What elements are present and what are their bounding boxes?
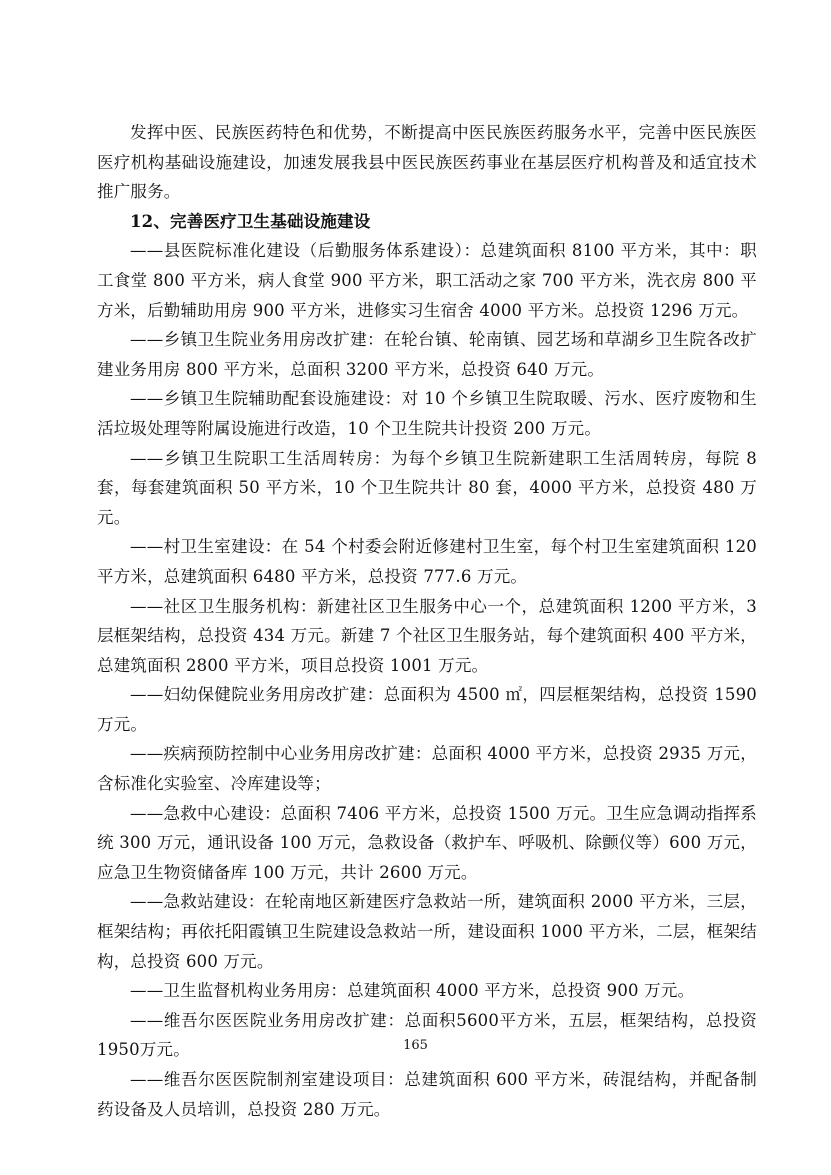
paragraph-township-clinic-facilities: ——乡镇卫生院辅助配套设施建设：对 10 个乡镇卫生院取暖、污水、医疗废物和生活垃圾处理等附属设施进行改造，10 个卫生院共计投资 200 万元。 [97, 389, 757, 438]
paragraph-health-supervision: ——卫生监督机构业务用房：总建筑面积 4000 平方米，总投资 900 万元。 [130, 981, 695, 1001]
page-number: 165 [403, 1038, 428, 1053]
paragraph-uyghur-hospital: ——维吾尔医医院业务用房改扩建：总面积5600平方米，五层，框架结构，总投资1950万元。 [97, 1010, 757, 1060]
paragraph-emergency-center: ——急救中心建设：总面积 7406 平方米，总投资 1500 万元。卫生应急调动指挥系统 300 万元，通讯设备 100 万元，急救设备（救护车、呼吸机、除颤仪等）600 万元，应急卫生物资储备库 100 万元，共计 2600 万元。 [97, 803, 757, 882]
paragraph-tcm-intro: 发挥中医、民族医药特色和优势，不断提高中医民族医药服务水平，完善中医民族医医疗机构基础设施建设，加速发展我县中医民族医药事业在基层医疗机构普及和适宜技术推广服务。 [97, 123, 757, 202]
paragraph-township-clinic-expansion: ——乡镇卫生院业务用房改扩建：在轮台镇、轮南镇、园艺场和草湖乡卫生院各改扩建业务用房 800 平方米，总面积 3200 平方米，总投资 640 万元。 [97, 330, 757, 379]
paragraph-maternal-child: ——妇幼保健院业务用房改扩建：总面积为 4500 ㎡，四层框架结构，总投资 1590 万元。 [97, 685, 757, 734]
paragraph-community-health: ——社区卫生服务机构：新建社区卫生服务中心一个，总建筑面积 1200 平方米，3 层框架结构，总投资 434 万元。新建 7 个社区卫生服务站，每个建筑面积 400 平方米，总建筑面积 2800 平方米，项目总投资 1001 万元。 [97, 596, 757, 675]
document-body [97, 118, 757, 1124]
paragraph-staff-housing: ——乡镇卫生院职工生活周转房：为每个乡镇卫生院新建职工生活周转房，每院 8 套，每套建筑面积 50 平方米，10 个卫生院共计 80 套，4000 平方米，总投资 480 万元。 [97, 448, 757, 527]
paragraph-village-clinic: ——村卫生室建设：在 54 个村委会附近修建村卫生室，每个村卫生室建筑面积 120 平方米，总建筑面积 6480 平方米，总投资 777.6 万元。 [97, 537, 757, 586]
paragraph-emergency-station: ——急救站建设：在轮南地区新建医疗急救站一所，建筑面积 2000 平方米，三层，框架结构；再依托阳霞镇卫生院建设急救站一所，建设面积 1000 平方米，二层，框架结构，总投资 600 万元。 [97, 892, 757, 971]
paragraph-uyghur-pharmacy: ——维吾尔医医院制剂室建设项目：总建筑面积 600 平方米，砖混结构，并配备制药设备及人员培训，总投资 280 万元。 [97, 1070, 757, 1119]
section-heading: 12、完善医疗卫生基础设施建设 [130, 211, 371, 231]
paragraph-county-hospital: ——县医院标准化建设（后勤服务体系建设）：总建筑面积 8100 平方米，其中：职工食堂 800 平方米，病人食堂 900 平方米，职工活动之家 700 平方米，洗衣房 800 平方米，后勤辅助用房 900 平方米，进修实习生宿舍 4000 平方米。总投资 1296 万元。 [97, 241, 757, 320]
paragraph-cdc: ——疾病预防控制中心业务用房改扩建：总面积 4000 平方米，总投资 2935 万元，含标准化实验室、冷库建设等； [97, 744, 757, 794]
